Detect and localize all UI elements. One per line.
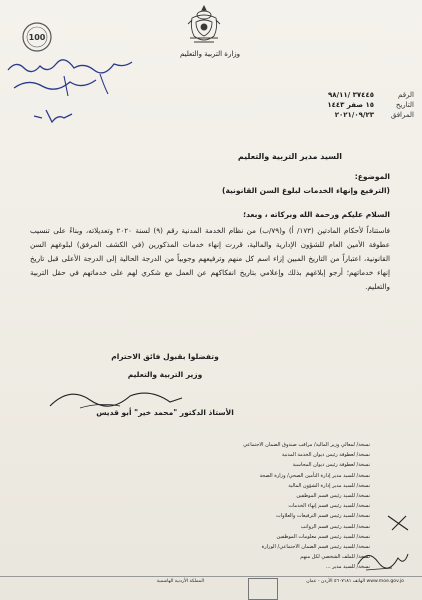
ref-number-label: الرقم [398, 91, 414, 99]
addressee: السيد مدير التربية والتعليم [237, 152, 342, 161]
minister-title: وزير التربية والتعليم [127, 370, 203, 379]
ref-hijri-value: ١٥ صفر ١٤٤٣ [327, 101, 374, 109]
handwritten-mark-icon [30, 104, 76, 126]
stamp-text: 100 [28, 33, 46, 42]
ministry-name: وزارة التربية والتعليم [179, 50, 241, 58]
ref-greg-row [264, 110, 414, 120]
greeting: السلام عليكم ورحمة الله وبركاته ، وبعد؛ [243, 210, 390, 219]
reference-block [264, 90, 414, 120]
ref-attach-label: المرافق [390, 111, 414, 119]
cc-item: نسخة/ للسيد رئيس قسم الضمان الاجتماعي/ الوزارة [261, 544, 370, 551]
footer-contact-text: www.moe.gov.jo الهاتف ٥٦٠٧١٨١ الأردن - عمان [306, 579, 404, 584]
cc-item: نسخة/ للسيد رئيس قسم الترفيعات والعلاوات [276, 513, 370, 520]
cc-item: نسخة/ للسيد رئيس قسم الموظفين [296, 493, 370, 500]
cc-item: نسخة/ للسيد رئيس قسم الرواتب [300, 523, 370, 530]
signer-name: الأستاذ الدكتور "محمد خير" أبو قديس [96, 408, 234, 417]
cc-item: نسخة/ للسيد مدير إدارة التأمين الصحي/ وزارة الصحة [259, 472, 370, 479]
cc-item: نسخة/ لعطوفة رئيس ديوان المحاسبة [292, 462, 370, 469]
cc-list [70, 440, 370, 573]
cc-item: نسخة/ للسيد مدير ... [325, 564, 370, 571]
handwritten-x-icon [384, 512, 414, 534]
footer-left-text: المملكة الأردنية الهاشمية [156, 579, 204, 584]
jordan-emblem-icon [184, 4, 224, 48]
received-stamp-icon [20, 20, 54, 54]
cc-item: نسخة/ للملف الشخصي لكل منهم [300, 554, 370, 561]
cc-item: نسخة/ لعطوفة رئيس ديوان الخدمة المدنية [281, 452, 370, 459]
closing: وتفضلوا بقبول فائق الاحترام [111, 352, 219, 361]
subject-label: الموضوع: [354, 172, 390, 181]
ref-number-row [264, 90, 414, 100]
ref-hijri-row [264, 100, 414, 110]
cc-item: نسخة/ للسيد رئيس قسم معلومات الموظفين [276, 533, 370, 540]
subject: (الترفيع وإنهاء الخدمات لبلوغ السن القانونية) [222, 186, 390, 195]
ref-greg-value: ٢٠٢١/٠٩/٢٣ [334, 111, 374, 119]
cc-item: نسخة/ للسيد مدير إدارة الشؤون المالية [288, 482, 370, 489]
ref-number-value: ٣٧٤٤٥ /٩٨/١١ [327, 91, 374, 99]
handwritten-note-icon [4, 56, 136, 100]
cc-item: نسخة/ للسيد رئيس قسم إنهاء الخدمات [288, 503, 370, 510]
cc-item: نسخة/ لمعالي وزير المالية/ مراقب صندوق الضمان الاجتماعي [243, 442, 370, 448]
handwritten-initials-icon [352, 544, 412, 574]
ref-date-label: التاريخ [395, 101, 414, 109]
letter-body: فاستناداً لأحكام المادتين (١٧٣/ أ) و(٧٩/ب) من نظام الخدمة المدنية رقم (٩) لسنة ٢٠٢٠ وتعديلاته، وبناءً على تنسيب عطوفة الأمين العام للشؤون الإدارية والمالية، قررت إنهاء خدمات المذكورين (في الكشف المرفق) لبلوغهم السن القانونية، اعتباراً من التاريخ المبين إزاء اسم كل منهم وترفيعهم وجوبياً من الدرجة الحالية إلى الدرجة الأعلى قبل تاريخ إنهاء خدماتهم؛ أرجو إبلاغهم بذلك وإعلامي بتاريخ انفكاكهم عن العمل مع شكري لهم على خدماتهم في حقل التربية والتعليم. [30, 226, 390, 291]
